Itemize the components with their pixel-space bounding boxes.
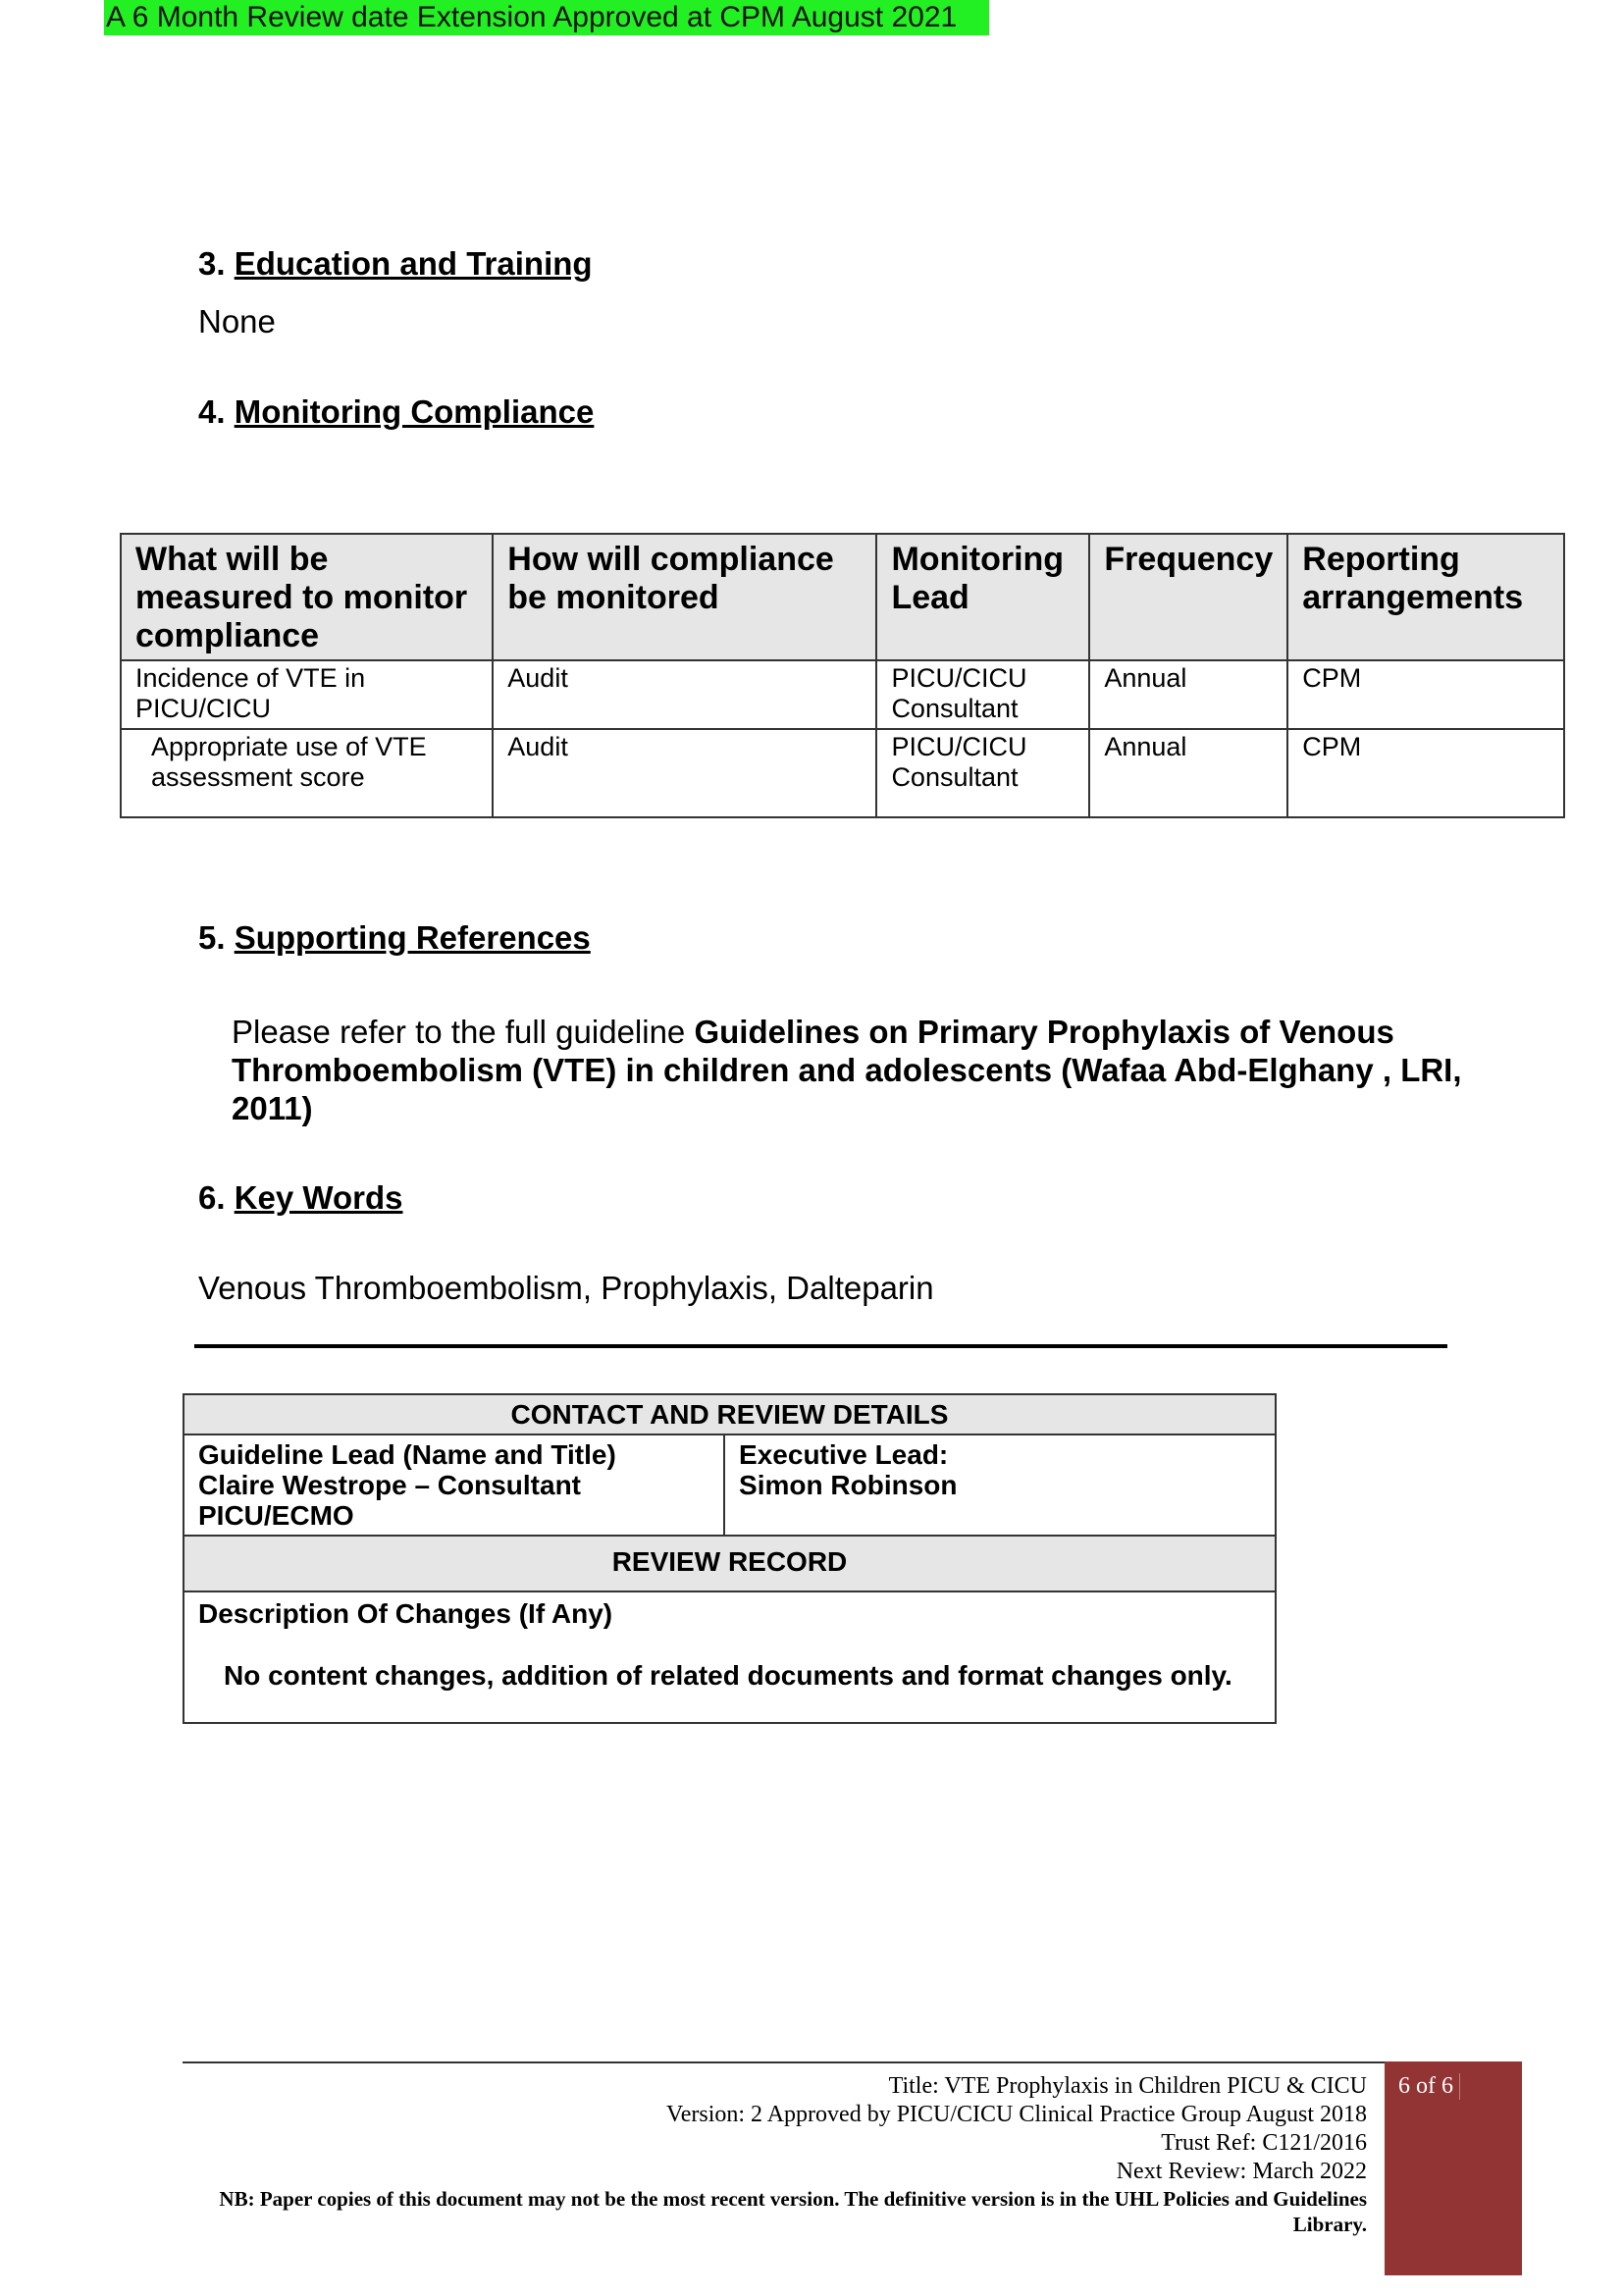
footer-trust-ref: Trust Ref: C121/2016: [1161, 2130, 1367, 2156]
section-title: Key Words: [234, 1179, 403, 1216]
table-row: [121, 660, 1564, 729]
keywords-body: Venous Thromboembolism, Prophylaxis, Dalteparin: [198, 1270, 934, 1306]
contact-review-table: [183, 1393, 1277, 1724]
page-number: 6 of 6: [1398, 2073, 1460, 2100]
section-3-heading: [198, 245, 593, 283]
section-4-heading: [198, 393, 594, 431]
executive-lead-label: Executive Lead:: [739, 1439, 949, 1470]
column-header: Monitoring Lead: [876, 534, 1089, 660]
table-cell: Appropriate use of VTE assessment score: [121, 729, 493, 817]
guideline-lead-name: Claire Westrope – Consultant PICU/ECMO: [198, 1470, 582, 1531]
monitoring-compliance-table: [120, 533, 1565, 818]
section-title: Education and Training: [234, 245, 593, 282]
table-row: [121, 729, 1564, 817]
divider: [194, 1344, 1447, 1348]
footer-rule: [183, 2061, 1385, 2063]
guideline-lead-label: Guideline Lead (Name and Title): [198, 1439, 616, 1470]
footer-next-review: Next Review: March 2022: [1116, 2159, 1367, 2184]
education-body: None: [198, 303, 276, 339]
review-record-header: REVIEW RECORD: [183, 1536, 1276, 1591]
table-cell: Annual: [1089, 660, 1287, 729]
section-title: Supporting References: [234, 919, 591, 956]
section-6-heading: [198, 1179, 402, 1217]
table-cell: Audit: [493, 729, 876, 817]
column-header: Reporting arrangements: [1287, 534, 1564, 660]
section-number: 3.: [198, 245, 226, 282]
references-intro: Please refer to the full guideline: [232, 1014, 695, 1050]
guideline-lead-cell: [183, 1434, 724, 1536]
column-header: Frequency: [1089, 534, 1287, 660]
table-cell: Incidence of VTE in PICU/CICU: [121, 660, 493, 729]
executive-lead-cell: [724, 1434, 1276, 1536]
section-title: Monitoring Compliance: [234, 393, 595, 430]
description-label: Description Of Changes (If Any): [198, 1598, 613, 1629]
footer-title: Title: VTE Prophylaxis in Children PICU & CICU: [888, 2073, 1367, 2099]
document-footer: [160, 2072, 1367, 2237]
section-number: 5.: [198, 919, 226, 956]
column-header: What will be measured to monitor compliance: [121, 534, 493, 660]
description-cell: [183, 1591, 1276, 1723]
table-cell: PICU/CICU Consultant: [876, 660, 1089, 729]
page-number-box: [1385, 2061, 1522, 2275]
section-number: 4.: [198, 393, 226, 430]
table-header-row: [121, 534, 1564, 660]
table-cell: Audit: [493, 660, 876, 729]
section-5-heading: [198, 919, 591, 957]
references-guideline-title: Guidelines on Primary Prophylaxis of Venous Thromboembolism (VTE) in children and adolescents (Wafaa Abd-Elghany , LRI, 2011): [232, 1014, 1462, 1126]
footer-nb: NB: Paper copies of this document may not be the most recent version. The definitive version is in the UHL Policies and Guidelines Library.: [219, 2187, 1367, 2236]
executive-lead-name: Simon Robinson: [739, 1470, 958, 1500]
table-cell: PICU/CICU Consultant: [876, 729, 1089, 817]
table-cell: Annual: [1089, 729, 1287, 817]
review-extension-banner: A 6 Month Review date Extension Approved at CPM August 2021: [104, 0, 989, 35]
description-text: No content changes, addition of related documents and format changes only.: [224, 1660, 1232, 1691]
section-number: 6.: [198, 1179, 226, 1216]
table-cell: CPM: [1287, 660, 1564, 729]
contact-header: CONTACT AND REVIEW DETAILS: [183, 1394, 1276, 1434]
column-header: How will compliance be monitored: [493, 534, 876, 660]
references-paragraph: [232, 1013, 1478, 1127]
table-cell: CPM: [1287, 729, 1564, 817]
footer-version: Version: 2 Approved by PICU/CICU Clinical Practice Group August 2018: [666, 2102, 1367, 2127]
